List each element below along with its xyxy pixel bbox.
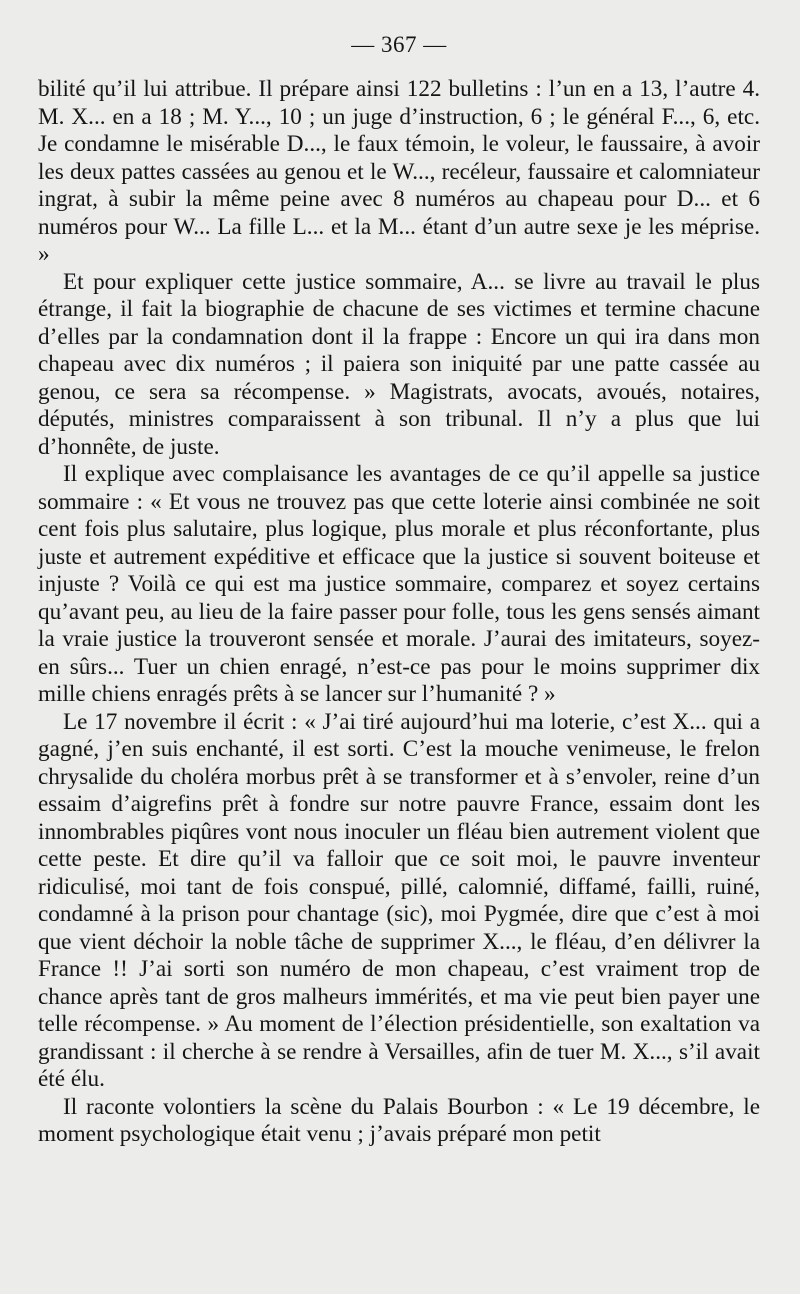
body-text (38, 76, 760, 1149)
paragraph: Il explique avec complaisance les avantages de ce qu’il appelle sa justice sommaire : « Et vous ne trouvez pas que cette loterie ainsi combinée ne soit cent fois plus salutaire, plus logique, plus morale et plus réconfortante, plus juste et autrement expéditive et efficace que la justice si souvent boiteuse et injuste ? Voilà ce qui est ma justice sommaire, comparez et soyez certains qu’avant peu, au lieu de la faire passer pour folle, tous les gens sensés aimant la vraie justice la trouveront sensée et morale. J’aurai des imitateurs, soyez-en sûrs... Tuer un chien enragé, n’est-ce pas pour le moins supprimer dix mille chiens enragés prêts à se lancer sur l’humanité ? » (38, 461, 760, 707)
paragraph-continuation: bilité qu’il lui attribue. Il prépare ainsi 122 bulletins : l’un en a 13, l’autre 4. M. X... en a 18 ; M. Y..., 10 ; un juge d’instruction, 6 ; le général F..., 6, etc. Je condamne le misérable D..., le faux témoin, le voleur, le faussaire, à avoir les deux pattes cassées au genou et le W..., recéleur, faussaire et calomniateur ingrat, à subir la même peine avec 8 numéros au chapeau pour D... et 6 numéros pour W... La fille L... et la M... étant d’un autre sexe je les méprise. » (38, 76, 760, 267)
paragraph: Et pour expliquer cette justice sommaire, A... se livre au travail le plus étrange, il fait la biographie de chacune de ses victimes et termine chacune d’elles par la condamnation dont il la frappe : Encore un qui ira dans mon chapeau avec dix numéros ; il paiera son iniquité par une patte cassée au genou, ce sera sa récompense. » Magistrats, avocats, avoués, notaires, députés, ministres comparaissent à son tribunal. Il n’y a plus que lui d’honnête, de juste. (38, 268, 760, 460)
page-number: — 367 — (351, 32, 447, 57)
paragraph: Le 17 novembre il écrit : « J’ai tiré aujourd’hui ma loterie, c’est X... qui a gagné, j’en suis enchanté, il est sorti. C’est la mouche venimeuse, le frelon chrysalide du choléra morbus prêt à se transformer et à s’envoler, reine d’un essaim d’aigrefins prêt à fondre sur notre pauvre France, essaim dont les innombrables piqûres vont nous inoculer un fléau bien autrement violent que cette peste. Et dire qu’il va falloir que ce soit moi, le pauvre inventeur ridiculisé, moi tant de fois conspué, pillé, calomnié, diffamé, failli, ruiné, condamné à la prison pour chantage (sic), moi Pygmée, dire que c’est à moi que vient déchoir la noble tâche de supprimer X..., le fléau, d’en délivrer la France !! J’ai sorti son numéro de mon chapeau, c’est vraiment trop de chance après tant de gros malheurs immérités, et ma vie peut bien payer une telle récompense. » Au moment de l’élection présidentielle, son exaltation va grandissant : il cherche à se rendre à Versailles, afin de tuer M. X..., s’il avait été élu. (38, 708, 760, 1092)
paragraph: Il raconte volontiers la scène du Palais Bourbon : « Le 19 décembre, le moment psychologique était venu ; j’avais préparé mon petit (38, 1093, 760, 1147)
